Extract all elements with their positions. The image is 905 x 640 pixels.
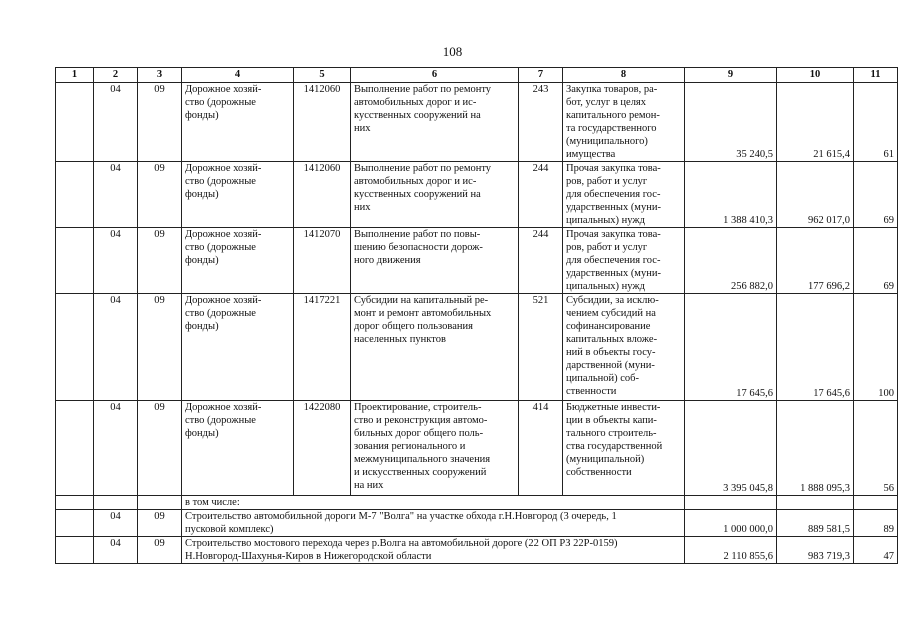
expense-name-cell: Прочая закупка това- ров, работ и услуг для обеспечения гос- ударственных (муни- ципальных) нужд (563, 228, 685, 294)
planned-amount-cell: 17 645,6 (685, 294, 777, 401)
section-code-cell: 04 (94, 537, 138, 564)
table-row (56, 162, 898, 228)
actual-amount-cell: 889 581,5 (777, 510, 854, 537)
row-number-cell (56, 228, 94, 294)
expense-name-cell: Бюджетные инвести- ции в объекты капи- тального строитель- ства государственной (муниципальной) собственности (563, 401, 685, 496)
table-row (56, 401, 898, 496)
planned-amount-cell: 1 000 000,0 (685, 510, 777, 537)
section-code-cell: 04 (94, 83, 138, 162)
planned-amount-cell: 256 882,0 (685, 228, 777, 294)
percent-cell: 56 (854, 401, 898, 496)
column-header: 5 (294, 68, 351, 83)
percent-cell: 89 (854, 510, 898, 537)
column-header: 10 (777, 68, 854, 83)
section-code-cell: 04 (94, 294, 138, 401)
percent-cell: 100 (854, 294, 898, 401)
section-name-cell: Дорожное хозяй- ство (дорожные фонды) (182, 228, 294, 294)
column-header: 8 (563, 68, 685, 83)
percent-cell: 47 (854, 537, 898, 564)
budget-table (55, 67, 898, 564)
table-row (56, 83, 898, 162)
section-name-cell: Дорожное хозяй- ство (дорожные фонды) (182, 401, 294, 496)
header-row (56, 68, 898, 83)
expense-name-cell: Прочая закупка това- ров, работ и услуг для обеспечения гос- ударственных (муни- ципальных) нужд (563, 162, 685, 228)
expense-type-cell: 414 (519, 401, 563, 496)
target-article-cell: 1422080 (294, 401, 351, 496)
actual-amount-cell: 962 017,0 (777, 162, 854, 228)
subheader-row (56, 496, 898, 510)
table-row (56, 510, 898, 537)
table-row (56, 228, 898, 294)
section-code-cell: 04 (94, 162, 138, 228)
column-header: 11 (854, 68, 898, 83)
actual-amount-cell: 983 719,3 (777, 537, 854, 564)
subsection-code-cell: 09 (138, 401, 182, 496)
subsection-code-cell: 09 (138, 294, 182, 401)
actual-amount-cell: 1 888 095,3 (777, 401, 854, 496)
expense-type-cell: 521 (519, 294, 563, 401)
planned-amount-cell: 1 388 410,3 (685, 162, 777, 228)
table-row (56, 294, 898, 401)
subsection-code-cell: 09 (138, 83, 182, 162)
target-article-cell: 1417221 (294, 294, 351, 401)
section-code-cell: 04 (94, 510, 138, 537)
expense-name-cell: Субсидии, за исклю- чением субсидий на софинансирование капитальных вложе- ний в объекты госу- дарственной (муни- ципальной) соб- ственности (563, 294, 685, 401)
object-name-cell: Строительство мостового перехода через р.Волга на автомобильной дороге (22 ОП РЗ 22Р-0159) Н.Новгород-Шахунья-Киров в Нижегородской области (182, 537, 685, 564)
object-name-cell: Строительство автомобильной дороги М-7 "Волга" на участке обхода г.Н.Новгород (3 очередь, 1 пусковой комплекс) (182, 510, 685, 537)
expense-type-cell: 244 (519, 228, 563, 294)
subsection-code-cell: 09 (138, 228, 182, 294)
column-header: 3 (138, 68, 182, 83)
actual-amount-cell: 17 645,6 (777, 294, 854, 401)
expense-type-cell: 244 (519, 162, 563, 228)
expense-name-cell: Закупка товаров, ра- бот, услуг в целях капитального ремон- та государственного (муниципального) имущества (563, 83, 685, 162)
page-number: 108 (442, 44, 463, 59)
article-name-cell: Выполнение работ по ремонту автомобильных дорог и ис- кусственных сооружений на них (351, 83, 519, 162)
row-number-cell (56, 83, 94, 162)
actual-amount-cell: 21 615,4 (777, 83, 854, 162)
section-name-cell: Дорожное хозяй- ство (дорожные фонды) (182, 83, 294, 162)
column-header: 7 (519, 68, 563, 83)
subsection-code-cell: 09 (138, 537, 182, 564)
column-header: 1 (56, 68, 94, 83)
section-name-cell: Дорожное хозяй- ство (дорожные фонды) (182, 294, 294, 401)
row-number-cell (56, 294, 94, 401)
planned-amount-cell: 2 110 855,6 (685, 537, 777, 564)
row-number-cell (56, 162, 94, 228)
planned-amount-cell: 35 240,5 (685, 83, 777, 162)
column-header: 9 (685, 68, 777, 83)
article-name-cell: Проектирование, строитель- ство и реконструкция автомо- бильных дорог общего поль- зования регионального и межмуниципального значения и искусственных сооружений на них (351, 401, 519, 496)
section-name-cell: Дорожное хозяй- ство (дорожные фонды) (182, 162, 294, 228)
column-header: 6 (351, 68, 519, 83)
table-row (56, 537, 898, 564)
target-article-cell: 1412070 (294, 228, 351, 294)
percent-cell: 61 (854, 83, 898, 162)
actual-amount-cell: 177 696,2 (777, 228, 854, 294)
expense-type-cell: 243 (519, 83, 563, 162)
target-article-cell: 1412060 (294, 83, 351, 162)
column-header: 4 (182, 68, 294, 83)
column-header: 2 (94, 68, 138, 83)
section-code-cell: 04 (94, 401, 138, 496)
article-name-cell: Выполнение работ по ремонту автомобильных дорог и ис- кусственных сооружений на них (351, 162, 519, 228)
percent-cell: 69 (854, 162, 898, 228)
target-article-cell: 1412060 (294, 162, 351, 228)
subsection-code-cell: 09 (138, 510, 182, 537)
article-name-cell: Выполнение работ по повы- шению безопасности дорож- ного движения (351, 228, 519, 294)
row-number-cell (56, 401, 94, 496)
planned-amount-cell: 3 395 045,8 (685, 401, 777, 496)
article-name-cell: Субсидии на капитальный ре- монт и ремонт автомобильных дорог общего пользования населенных пунктов (351, 294, 519, 401)
subheader-label: в том числе: (182, 496, 685, 510)
percent-cell: 69 (854, 228, 898, 294)
section-code-cell: 04 (94, 228, 138, 294)
subsection-code-cell: 09 (138, 162, 182, 228)
